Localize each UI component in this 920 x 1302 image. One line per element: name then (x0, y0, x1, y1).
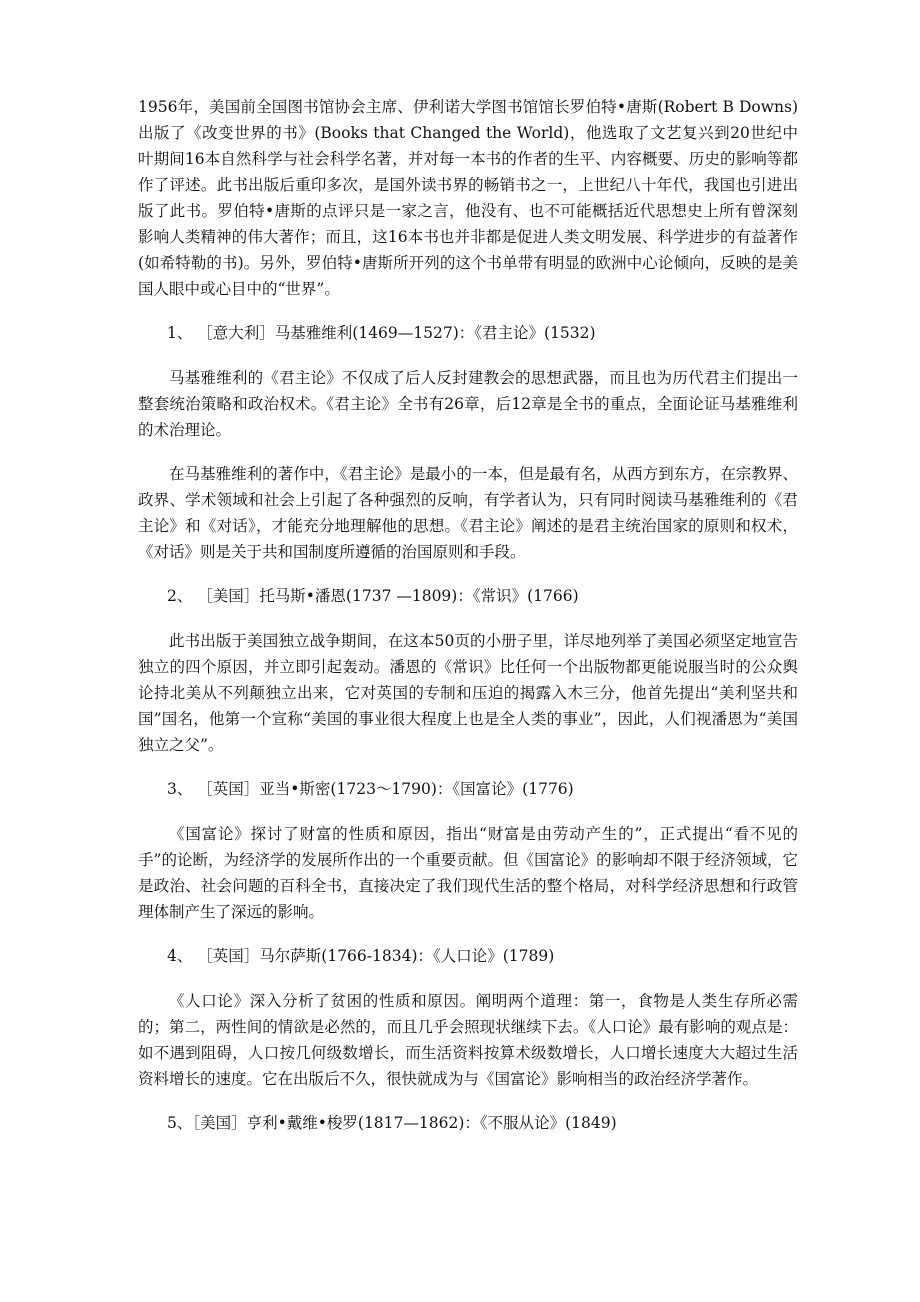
section-2-paragraph-1: 此书出版于美国独立战争期间，在这本50页的小册子里，详尽地列举了美国必须坚定地宣告独立的四个原因，并立即引起轰动。潘恩的《常识》比任何一个出版物都更能说服当时的公众舆论持北美从不列颠独立出来，它对英国的专制和压迫的揭露入木三分，他首先提出“美利坚共和国”国名，他第一个宣称“美国的事业很大程度上也是全人类的事业”，因此，人们视潘恩为“美国独立之父”。 (138, 632, 798, 754)
section-heading-4: 4、 ［英国］马尔萨斯(1766-1834)：《人口论》(1789) (167, 947, 555, 965)
section-heading-5: 5、［美国］亨利•戴维•梭罗(1817—1862)：《不服从论》(1849) (167, 1114, 617, 1132)
section-heading-3: 3、 ［英国］亚当•斯密(1723～1790)：《国富论》(1776) (167, 780, 574, 798)
section-heading-2: 2、 ［美国］托马斯•潘恩(1737 —1809)：《常识》(1766) (167, 587, 579, 605)
section-4-paragraph-1: 《人口论》深入分析了贫困的性质和原因。阐明两个道理：第一，食物是人类生存所必需的；第二，两性间的情欲是必然的，而且几乎会照现状继续下去。《人口论》最有影响的观点是：如不遇到阻碍，人口按几何级数增长，而生活资料按算术级数增长，人口增长速度大大超过生活资料增长的速度。它在出版后不久，很快就成为与《国富论》影响相当的政治经济学著作。 (138, 992, 798, 1088)
section-1-paragraph-2: 在马基雅维利的著作中，《君主论》是最小的一本，但是最有名，从西方到东方，在宗教界、政界、学术领域和社会上引起了各种强烈的反响，有学者认为，只有同时阅读马基雅维利的《君主论》和《对话》，才能充分地理解他的思想。《君主论》阐述的是君主统治国家的原则和权术，《对话》则是关于共和国制度所遵循的治国原则和手段。 (138, 465, 798, 561)
section-1-paragraph-1: 马基雅维利的《君主论》不仅成了后人反封建教会的思想武器，而且也为历代君主们提出一整套统治策略和政治权术。《君主论》全书有26章，后12章是全书的重点，全面论证马基雅维利的术治理论。 (138, 369, 798, 439)
intro-paragraph: 1956年，美国前全国图书馆协会主席、伊利诺大学图书馆馆长罗伯特•唐斯(Robert B Downs)出版了《改变世界的书》(Books that Changed the World)，他选取了文艺复兴到20世纪中叶期间16本自然科学与社会科学名著，并对每一本书的作者的生平、内容概要、历史的影响等都作了评述。此书出版后重印多次，是国外读书界的畅销书之一，上世纪八十年代，我国也引进出版了此书。罗伯特•唐斯的点评只是一家之言，他没有、也不可能概括近代思想史上所有曾深刻影响人类精神的伟大著作；而且，这16本书也并非都是促进人类文明发展、科学进步的有益著作(如希特勒的书)。另外，罗伯特•唐斯所开列的这个书单带有明显的欧洲中心论倾向，反映的是美国人眼中或心目中的“世界”。 (138, 98, 798, 298)
document-page (138, 94, 798, 1136)
section-heading-1: 1、 ［意大利］马基雅维利(1469—1527)：《君主论》(1532) (167, 324, 596, 342)
section-3-paragraph-1: 《国富论》探讨了财富的性质和原因，指出“财富是由劳动产生的”，正式提出“看不见的手”的论断，为经济学的发展所作出的一个重要贡献。但《国富论》的影响却不限于经济领域，它是政治、社会问题的百科全书，直接决定了我们现代生活的整个格局，对科学经济思想和行政管理体制产生了深远的影响。 (138, 825, 798, 921)
